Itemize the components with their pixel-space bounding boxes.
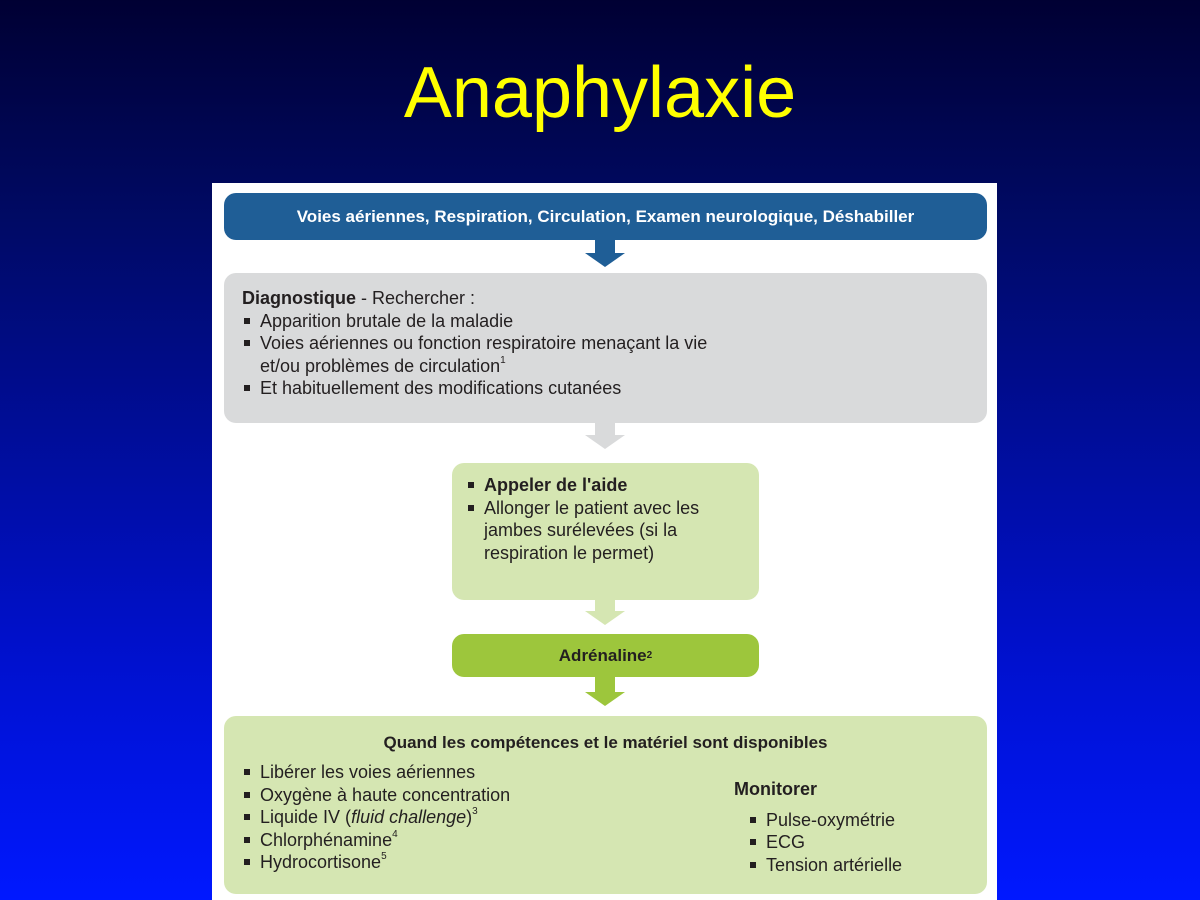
down-arrow-icon bbox=[585, 692, 625, 706]
list-item: Apparition brutale de la maladie bbox=[242, 310, 969, 333]
treatment-list bbox=[242, 761, 702, 874]
arrow-stem bbox=[595, 240, 615, 254]
adrenaline-box bbox=[452, 634, 759, 677]
list-item-text: Hydrocortisone bbox=[260, 852, 382, 872]
diagnosis-box bbox=[224, 273, 987, 423]
list-item-text: Oxygène à haute concentration bbox=[260, 784, 511, 805]
list-item: ECG bbox=[748, 831, 974, 854]
down-arrow-icon bbox=[585, 435, 625, 449]
monitoring-section bbox=[734, 778, 974, 876]
monitoring-title: Monitorer bbox=[734, 779, 817, 799]
monitoring-list bbox=[748, 809, 974, 877]
list-item-text: Voies aériennes ou fonction respiratoire menaçant la vie bbox=[260, 333, 708, 353]
diagnosis-list bbox=[242, 310, 969, 400]
list-item-text: Libérer les voies aériennes bbox=[260, 762, 476, 782]
list-item bbox=[242, 806, 702, 829]
list-item-text: Chlorphénamine bbox=[260, 829, 393, 850]
advanced-care-heading: Quand les compétences et le matériel sont disponibles bbox=[383, 733, 828, 752]
list-item: Tension artérielle bbox=[748, 854, 974, 877]
list-item bbox=[242, 784, 702, 807]
list-item bbox=[242, 851, 702, 874]
list-item: Et habituellement des modifications cutanées bbox=[242, 377, 969, 400]
list-item bbox=[242, 332, 969, 377]
diagnosis-heading-line bbox=[242, 287, 969, 310]
footnote-marker: 3 bbox=[472, 806, 478, 817]
list-item: Appeler de l'aide bbox=[466, 474, 745, 497]
footnote-marker: 1 bbox=[500, 354, 506, 366]
list-item-italic: fluid challenge bbox=[351, 807, 467, 827]
footnote-marker: 4 bbox=[392, 828, 398, 840]
list-item bbox=[242, 761, 702, 784]
call-help-box bbox=[452, 463, 759, 600]
flowchart-panel bbox=[212, 183, 997, 900]
list-item: Allonger le patient avec les jambes surélevées (si la respiration le permet) bbox=[466, 497, 745, 565]
diagnosis-heading: Diagnostique bbox=[242, 288, 357, 308]
down-arrow-icon bbox=[585, 611, 625, 625]
footnote-marker: 5 bbox=[381, 851, 387, 862]
list-item bbox=[242, 829, 702, 852]
arrow-stem bbox=[595, 677, 615, 693]
list-item-text: Liquide IV ( bbox=[260, 807, 352, 827]
list-item-continuation: et/ou problèmes de circulation bbox=[260, 355, 501, 376]
slide-title: Anaphylaxie bbox=[403, 53, 797, 133]
down-arrow-icon bbox=[585, 253, 625, 267]
adrenaline-label: Adrénaline bbox=[558, 645, 647, 665]
list-item-suffix: ) bbox=[466, 807, 473, 827]
call-help-list bbox=[466, 474, 745, 564]
diagnosis-subheading: - Rechercher : bbox=[356, 288, 476, 308]
advanced-care-box bbox=[224, 716, 987, 894]
list-item: Pulse-oxymétrie bbox=[748, 809, 974, 832]
footnote-marker: 2 bbox=[646, 649, 653, 661]
primary-assessment-box: Voies aériennes, Respiration, Circulation, Examen neurologique, Déshabiller bbox=[224, 193, 987, 240]
